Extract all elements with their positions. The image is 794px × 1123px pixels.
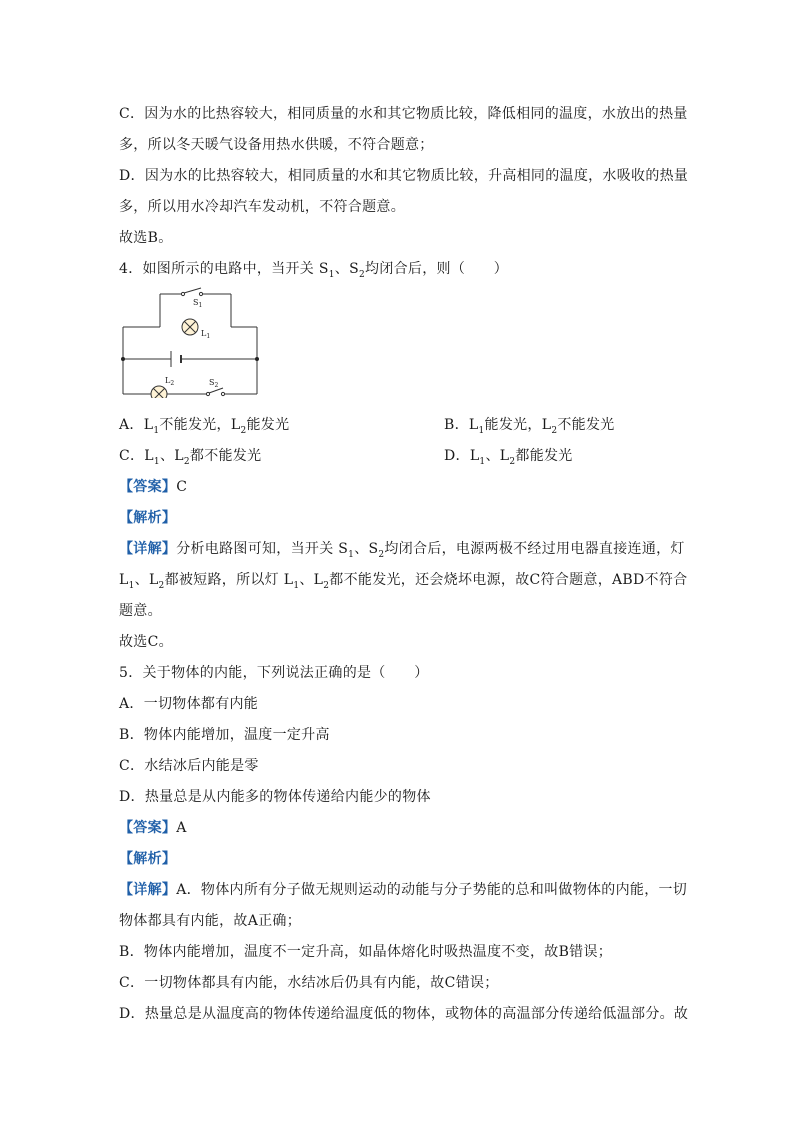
conclusion-line: 故选C。 bbox=[119, 634, 173, 650]
detail-line: B．物体内能增加，温度不一定升高，如晶体熔化时吸热温度不变，故B错误； bbox=[119, 944, 613, 960]
detail-line: 题意。 bbox=[119, 603, 162, 619]
option-b: B．$L_1$能发光，$L_2$不能发光 bbox=[444, 417, 615, 436]
svg-text:L2: $L_2$ bbox=[165, 376, 175, 387]
answer-tag: 【答案】 bbox=[119, 820, 177, 836]
battery-icon bbox=[171, 351, 181, 367]
junction-dot bbox=[255, 357, 259, 361]
analysis-heading: 【解析】 bbox=[119, 851, 177, 867]
lamp-l1-icon bbox=[182, 319, 198, 335]
option-d: D．$L_1$、$L_2$都能发光 bbox=[444, 448, 573, 467]
switch-s1 bbox=[181, 288, 202, 296]
answer-tag: 【答案】 bbox=[119, 479, 177, 495]
switch-s2 bbox=[206, 388, 224, 396]
detail-line: D．热量总是从温度高的物体传递给温度低的物体，或物体的高温部分传递给低温部分。故 bbox=[119, 1006, 689, 1022]
detail-line: C．一切物体都具有内能，水结冰后仍具有内能，故C错误； bbox=[119, 975, 499, 991]
option-c: C．水结冰后内能是零 bbox=[119, 758, 259, 774]
option-b: B．物体内能增加，温度一定升高 bbox=[119, 727, 330, 743]
option-a: A．一切物体都有内能 bbox=[119, 696, 259, 712]
option-c: C．$L_1$、$L_2$都不能发光 bbox=[119, 448, 262, 467]
junction-dot bbox=[121, 357, 125, 361]
question-5-stem: 5．关于物体的内能，下列说法正确的是（ ） bbox=[119, 665, 429, 681]
svg-text:S2: $S_2$ bbox=[209, 378, 219, 389]
answer-line: 【答案】A bbox=[119, 820, 187, 836]
text-line: D．因为水的比热容较大，相同质量的水和其它物质比较，升高相同的温度，水吸收的热量 bbox=[119, 168, 689, 184]
text-line: 多，所以冬天暖气设备用热水供暖，不符合题意； bbox=[119, 137, 434, 153]
text-line: 多，所以用水冷却汽车发动机，不符合题意。 bbox=[119, 199, 405, 215]
lamp-l2-icon bbox=[151, 386, 167, 398]
option-d: D．热量总是从内能多的物体传递给内能少的物体 bbox=[119, 789, 431, 805]
svg-text:L1: $L_1$ bbox=[201, 329, 211, 340]
circuit-diagram bbox=[115, 286, 265, 398]
text-line: 故选B。 bbox=[119, 230, 173, 246]
question-4-stem: 4．如图所示的电路中，当开关 $S_1$、$S_2$均闭合后，则（ ） bbox=[119, 261, 509, 280]
analysis-heading: 【解析】 bbox=[119, 510, 177, 526]
detail-line: 物体都具有内能，故A正确； bbox=[119, 913, 302, 929]
option-a: A．$L_1$不能发光，$L_2$能发光 bbox=[119, 417, 290, 436]
svg-text:S1: $S_1$ bbox=[193, 298, 203, 309]
detail-tag: 【详解】 bbox=[119, 541, 177, 557]
detail-line: 【详解】分析电路图可知，当开关 $S_1$、$S_2$均闭合后，电源两极不经过用电器直接连通，灯 bbox=[119, 541, 685, 560]
detail-tag: 【详解】 bbox=[119, 882, 177, 898]
text-line: C．因为水的比热容较大，相同质量的水和其它物质比较，降低相同的温度，水放出的热量 bbox=[119, 106, 688, 122]
detail-line: 【详解】A．物体内所有分子做无规则运动的动能与分子势能的总和叫做物体的内能，一切 bbox=[119, 882, 688, 898]
detail-line: $L_1$、$L_2$都被短路，所以灯 $L_1$、$L_2$都不能发光，还会烧坏电源，故C符合题意，ABD不符合 bbox=[119, 572, 688, 591]
answer-line: 【答案】C bbox=[119, 479, 188, 495]
